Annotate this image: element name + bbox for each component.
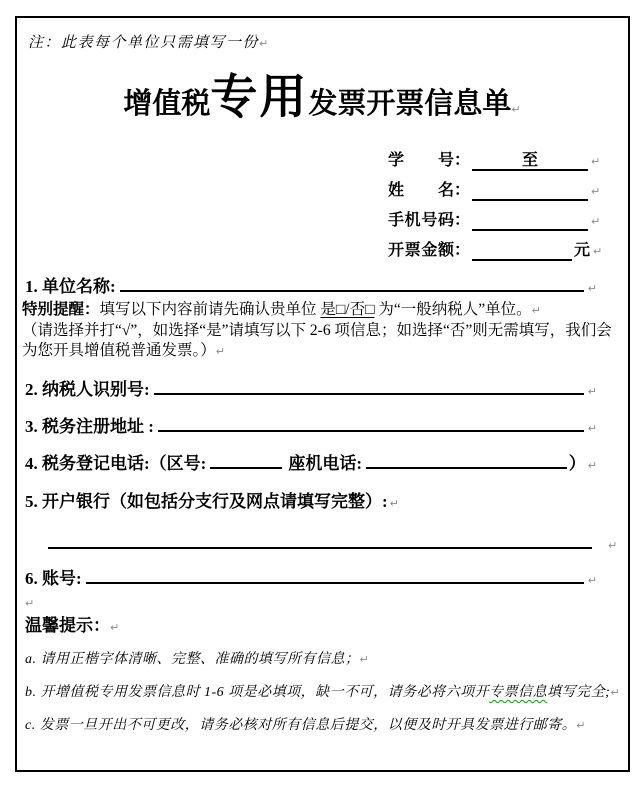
header-fields	[388, 146, 602, 266]
pilcrow-icon: ↵	[110, 621, 120, 634]
pilcrow-icon: ↵	[587, 459, 597, 472]
item-taxpayer-id-label: 2. 纳税人识别号:	[25, 380, 150, 399]
area-code-blank[interactable]	[210, 453, 282, 469]
special-reminder	[22, 300, 626, 362]
amount-colon: ：	[454, 242, 471, 259]
pilcrow-icon: ↵	[587, 422, 597, 435]
item-company-name-label: 1. 单位名称:	[25, 277, 116, 296]
item-account-number-blank[interactable]	[86, 568, 584, 584]
item-tax-phone-close-paren: ）	[568, 454, 586, 473]
item-tax-address-blank[interactable]	[158, 416, 584, 432]
bank-name-blank[interactable]	[48, 531, 592, 549]
pilcrow-icon: ↵	[587, 385, 597, 398]
special-reminder-heading: 特别提醒：	[22, 301, 100, 318]
copy-note	[28, 31, 268, 52]
item-account-number-label: 6. 账号:	[25, 569, 82, 588]
pilcrow-icon: ↵	[259, 37, 269, 50]
title-emphasis: 专用	[210, 72, 309, 124]
name-colon: ：	[454, 182, 471, 199]
pilcrow-icon: ↵	[531, 304, 541, 317]
item-tax-address	[25, 412, 597, 437]
field-name	[388, 176, 602, 206]
special-reminder-text1: 填写以下内容前请先确认贵单位	[99, 301, 321, 318]
tip-b-text-before: b. 开增值税专用发票信息时 1-6 项是必填项，缺一不可，请务必将六项开	[25, 685, 490, 700]
pilcrow-icon: ↵	[576, 719, 586, 732]
item-bank-name-label: 5. 开户银行（如包括分支行及网点请填写完整）:	[25, 492, 388, 511]
tip-b-spellcheck-flagged-text: 专票信息	[489, 685, 548, 700]
item-company-name	[25, 272, 597, 297]
title-prefix: 增值税	[123, 88, 211, 120]
tip-b-text-after: 填写完全;	[547, 685, 611, 700]
student-id-label: 学号	[388, 152, 454, 169]
landline-blank[interactable]	[366, 453, 567, 469]
name-blank[interactable]	[472, 183, 588, 201]
item-taxpayer-id-blank[interactable]	[154, 379, 584, 395]
landline-label: 座机电话:	[288, 454, 362, 473]
item-tax-address-label: 3. 税务注册地址 :	[25, 417, 154, 436]
special-reminder-text2: 为“一般纳税人”单位。	[374, 301, 532, 318]
pilcrow-icon: ↵	[25, 597, 35, 610]
item-taxpayer-id	[25, 375, 597, 400]
item-tax-phone-label: 4. 税务登记电话:（区号:	[25, 454, 207, 473]
pilcrow-icon: ↵	[593, 245, 603, 258]
amount-blank[interactable]	[472, 243, 572, 261]
phone-blank[interactable]	[472, 213, 588, 231]
pilcrow-icon: ↵	[591, 215, 601, 228]
copy-note-text: 注：此表每个单位只需填写一份	[28, 35, 260, 51]
tip-a-text: a. 请用正楷字体清晰、完整、准确的填写所有信息；	[25, 652, 360, 667]
field-phone	[388, 206, 602, 236]
form-title	[0, 60, 644, 127]
phone-label: 手机号码	[388, 212, 454, 229]
pilcrow-icon: ↵	[610, 686, 620, 699]
pilcrow-icon: ↵	[511, 103, 521, 116]
pilcrow-icon: ↵	[587, 574, 597, 587]
amount-unit: 元	[574, 242, 591, 259]
title-suffix: 发票开票信息单	[308, 88, 512, 120]
pilcrow-icon: ↵	[359, 653, 369, 666]
pilcrow-icon: ↵	[591, 185, 601, 198]
field-student-id	[388, 146, 602, 176]
pilcrow-icon: ↵	[587, 282, 597, 295]
tips-heading-text: 温馨提示：	[25, 616, 110, 635]
tip-c	[25, 714, 585, 734]
student-id-blank[interactable]: 至	[472, 153, 588, 171]
phone-colon: ：	[454, 212, 471, 229]
item-account-number	[25, 564, 597, 589]
tip-c-text: c. 发票一旦开出不可更改，请务必核对所有信息后提交，以便及时开具发票进行邮寄。	[25, 718, 577, 733]
pilcrow-icon: ↵	[215, 345, 225, 358]
tips-heading	[25, 611, 119, 636]
student-id-colon: ：	[454, 152, 471, 169]
bank-name-blank-row	[48, 531, 628, 554]
item-company-name-blank[interactable]	[120, 276, 584, 292]
special-reminder-text3: （请选择并打“√”，如选择“是”请填写以下 2-6 项信息；如选择“否”则无需填写，我们会为您开具增值税普通发票。）	[22, 322, 612, 359]
name-label: 姓名	[388, 182, 454, 199]
amount-label: 开票金额	[388, 242, 454, 259]
item-bank-name	[25, 487, 597, 512]
empty-paragraph	[25, 594, 34, 612]
pilcrow-icon: ↵	[591, 155, 601, 168]
taxpayer-yes-no-checkboxes[interactable]: 是□/否□	[320, 301, 375, 318]
pilcrow-icon: ↵	[389, 497, 399, 510]
tip-a	[25, 648, 369, 668]
tip-b	[25, 681, 620, 701]
pilcrow-icon: ↵	[608, 539, 618, 552]
field-amount	[388, 236, 602, 266]
item-tax-phone	[25, 449, 597, 474]
